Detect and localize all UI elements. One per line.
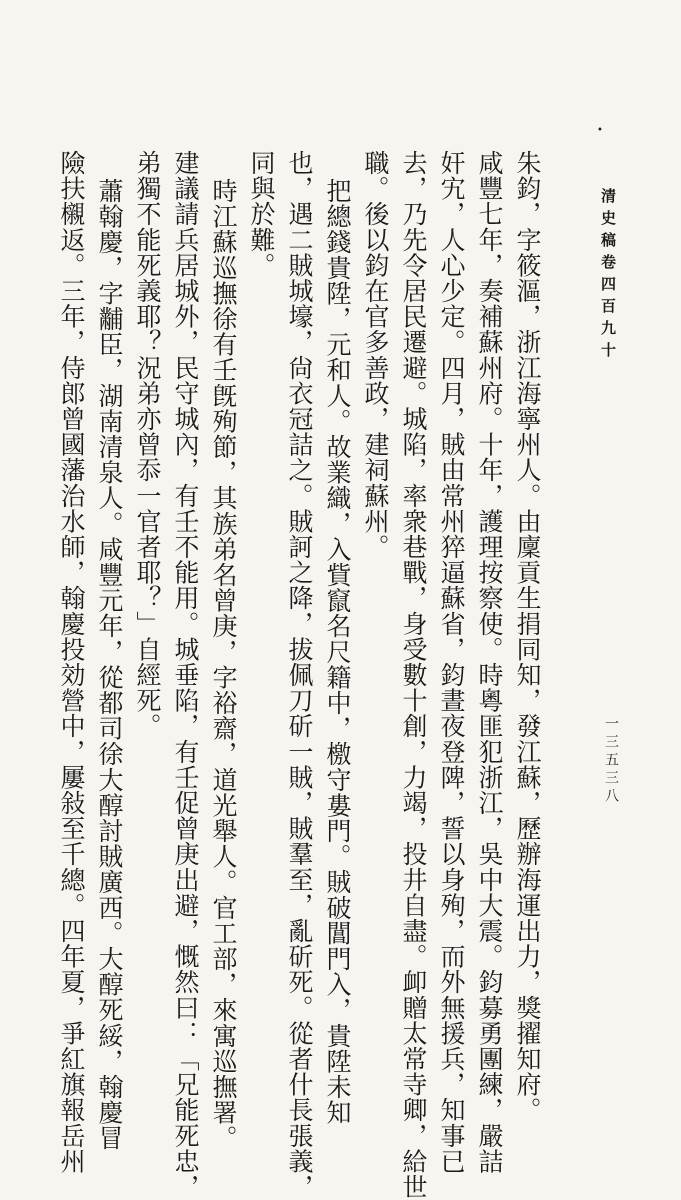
text-column: 職。後以鈞在官多善政，建祠蘇州。	[361, 150, 390, 560]
text-column: 建議請兵居城外，民守城內，有壬不能用。城垂陷，有壬促曾庚出避，慨然曰：「兄能死忠，	[171, 150, 200, 1200]
text-column: 咸豐七年，奏補蘇州府。十年，護理按察使。時粵匪犯浙江，吳中大震。鈞募勇團練，嚴詰	[475, 150, 504, 1174]
text-column: 同與於難。	[247, 150, 276, 278]
page-mark: •	[597, 125, 603, 136]
text-column: 險扶櫬返。三年，侍郎曾國藩治水師，翰慶投効營中，屢敍至千總。四年夏，爭紅旗報岳州	[57, 150, 86, 1174]
text-column: 把總錢貴陞，元和人。故業織，入貲竄名尺籍中，檄守婁門。賊破閶門入，貴陞未知	[323, 178, 352, 1126]
text-column: 奸宄，人心少定。四月，賊由常州猝逼蘇省，鈞晝夜登陴，誓以身殉，而外無援兵，知事已	[437, 150, 466, 1174]
text-column: 也，遇二賊城壕，尙衣冠詰之。賊訶之降，拔佩刀斫一賊，賊羣至，亂斫死。從者什長張義，	[285, 150, 314, 1200]
page-number: 一三五三八	[603, 716, 619, 806]
running-header: 清史稿卷四百九十	[599, 188, 617, 364]
text-column: 蕭翰慶，字黼臣，湖南清泉人。咸豐元年，從都司徐大醇討賊廣西。大醇死綏，翰慶冒	[95, 178, 124, 1151]
text-column: 去，乃先令居民遷避。城陷，率衆巷戰，身受數十創，力竭，投井自盡。卹贈太常寺卿，給世	[399, 150, 428, 1200]
text-column: 時江蘇巡撫徐有壬旣殉節，其族弟名曾庚，字裕齋，道光舉人。官工部，來寓巡撫署。	[209, 178, 238, 1151]
text-column: 朱鈞，字筱漚，浙江海寧州人。由廩貢生捐同知，發江蘇，歷辦海運出力，獎擢知府。	[513, 150, 542, 1123]
text-column: 弟獨不能死義耶？況弟亦曾忝一官者耶？」自經死。	[133, 150, 162, 739]
